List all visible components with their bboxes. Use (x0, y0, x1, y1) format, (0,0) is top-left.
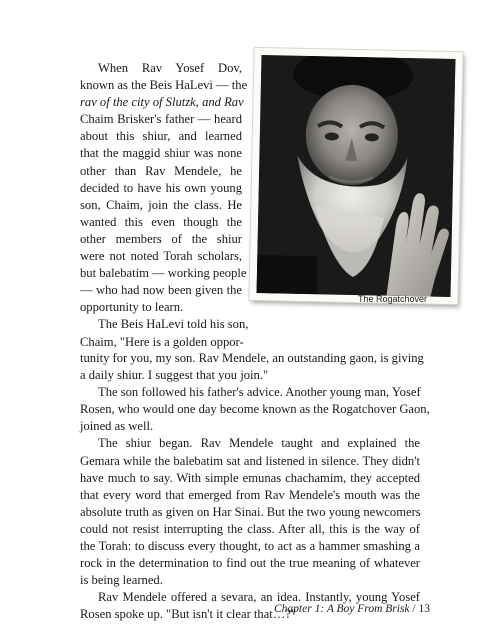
text-line: wanted this even though the (80, 214, 242, 229)
text-line: a daily shiur. I suggest that you join." (80, 368, 269, 383)
text-line: — who had now been given the (80, 283, 242, 298)
text-line: about this shiur, and learned (80, 129, 242, 144)
text-line: the Torah: to discuss every thought, to act as a hammer smashing a (80, 539, 420, 554)
text-line: could not resist interrupting the class. After all, this is the way of (80, 521, 420, 536)
text-line: The Beis HaLevi told his son, (98, 317, 249, 332)
text-line: rock in the determination to find out the true meaning of whatever (80, 556, 420, 571)
photo-frame (249, 48, 462, 304)
text-line: Gemara while the balebatim sat and listened in silence. They didn't (80, 453, 420, 468)
text-line: have much to say. With simple emunas chachamim, they accepted (80, 470, 420, 485)
text-line: joined as well. (80, 419, 154, 434)
text-line: known as the Beis HaLevi — the (80, 78, 248, 93)
portrait-illustration (257, 55, 456, 297)
text-line: The son followed his father's advice. Another young man, Yosef (98, 385, 421, 400)
text-line: When Rav Yosef Dov, (98, 61, 242, 75)
chapter-title: Chapter 1: A Boy From Brisk (274, 603, 410, 615)
text-line: opportunity to learn. (80, 300, 184, 315)
text-line: Rosen, who would one day become known as the Rogatchover Gaon, (80, 402, 430, 417)
text-line: son, Chaim, join the class. He (80, 197, 242, 212)
text-line: were not noted Torah scholars, (80, 249, 242, 264)
text-line: is being learned. (80, 573, 163, 588)
footer-separator: / (409, 603, 419, 615)
text-line: The shiur began. Rav Mendele taught and explained the (98, 436, 420, 451)
portrait-photo (257, 55, 456, 297)
photo-caption: The Rogatchover (358, 294, 428, 304)
text-line: tunity for you, my son. Rav Mendele, an outstanding gaon, is giving (80, 351, 424, 365)
text-line: absolute truth as given on Har Sinai. But the two young newcomers (80, 504, 421, 519)
text-column-narrow (80, 60, 249, 351)
text-line: but balebatim — working people (80, 266, 247, 281)
text-line: rav of the city of Slutzk, and Rav (80, 95, 244, 110)
text-line: Rosen spoke up. "But isn't it clear that…?" (80, 607, 297, 622)
text-line: other members of the shiur (80, 231, 242, 246)
text-line: decided to have his own young (80, 180, 242, 195)
page-footer (274, 603, 430, 615)
text-line: Chaim, "Here is a golden oppor- (80, 334, 244, 349)
text-line: Chaim Brisker's father — heard (80, 112, 242, 127)
text-line: Rav Mendele offered a sevara, an idea. Instantly, young Yosef (98, 590, 420, 605)
text-line: other than Rav Mendele, he (80, 163, 242, 178)
page-number: 13 (418, 603, 430, 615)
text-line: that the maggid shiur was none (80, 146, 242, 161)
text-line: that every word that emerged from Rav Mendele's mouth was the (80, 487, 420, 502)
